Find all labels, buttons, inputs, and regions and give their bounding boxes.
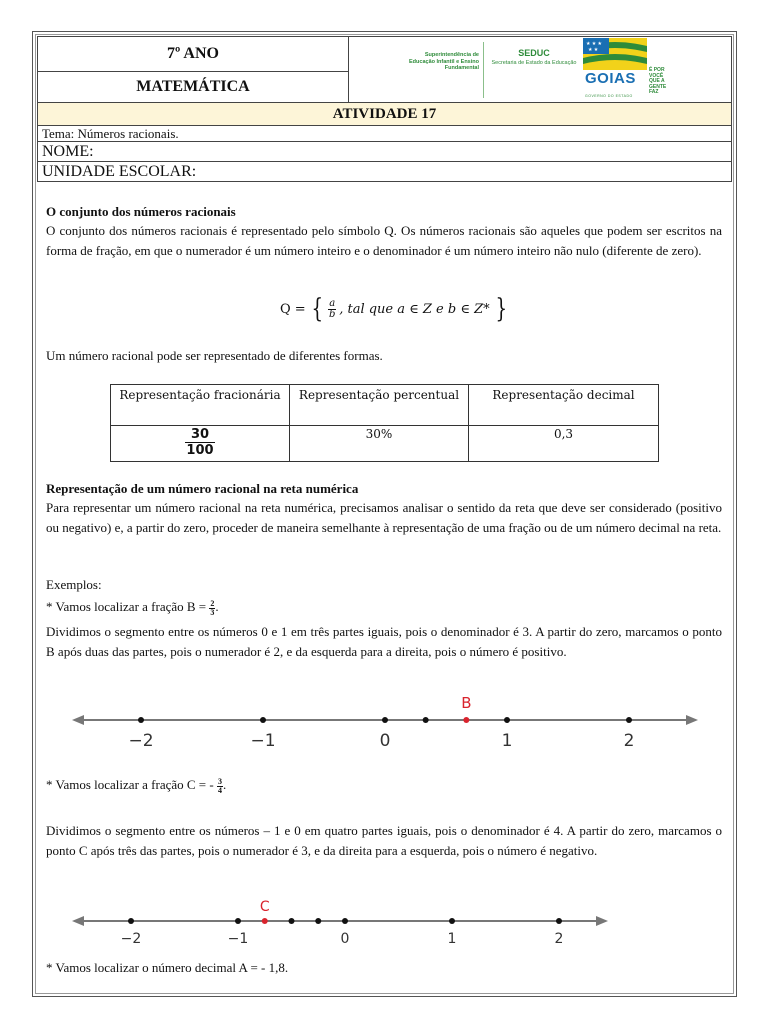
highlight-label: C	[259, 899, 270, 915]
examples-label: Exemplos:	[46, 577, 102, 592]
arrow-right-icon	[686, 715, 698, 725]
grade-cell: 7º ANO	[38, 37, 349, 72]
tick-label: −1	[250, 731, 276, 751]
arrow-right-icon	[596, 916, 608, 926]
name-field[interactable]: NOME:	[38, 142, 732, 162]
tick-point	[128, 918, 134, 924]
topic-row: Tema: Números racionais.	[38, 126, 732, 142]
tick-point	[235, 918, 241, 924]
section2-paragraph: Para representar um número racional na reta numérica, precisamos analisar o sentido da reta que deve ser considerado (positivo ou negativo) e, a partir do zero, proceder de maneira semelhante à representação de uma fração ou de um número decimal na reta.	[46, 500, 722, 535]
rational-set-formula	[280, 296, 509, 322]
tick-label: 2	[623, 731, 635, 751]
tick-label: −2	[120, 931, 142, 945]
tick-label: 0	[379, 731, 391, 751]
arrow-left-icon	[72, 715, 84, 725]
subject-cell: MATEMÁTICA	[38, 72, 349, 103]
tick-label: −2	[128, 731, 154, 751]
fraction-denominator: 100	[186, 443, 214, 458]
formula-denominator: b	[329, 308, 336, 320]
example1-text: Dividimos o segmento entre os números 0 e 1 em três partes iguais, pois o denominador é 3. A partir do zero, marcamos o ponto B após duas das partes, pois o numerador é 2, e da esquerda para a direita, pois o número é positivo.	[46, 624, 722, 659]
arrow-left-icon	[72, 916, 84, 926]
section1-heading: O conjunto dos números racionais	[46, 204, 236, 219]
tick-point	[382, 717, 388, 723]
ex1-den: 3	[210, 607, 215, 617]
right-brace: }	[495, 294, 507, 324]
tick-point	[626, 717, 632, 723]
tick-point	[260, 717, 266, 723]
representation-table	[110, 384, 659, 462]
cell-percent: 30%	[290, 426, 469, 462]
example3-text: * Vamos localizar o número decimal A = - 1,8.	[46, 960, 289, 975]
division-point	[289, 918, 295, 924]
example1-line: * Vamos localizar a fração B = $\frac{2}{3}$ .	[46, 598, 219, 617]
fraction-numerator: 30	[185, 427, 215, 443]
header-table	[37, 36, 732, 182]
logo-cell	[349, 37, 732, 103]
header-percent: Representação percentual	[290, 385, 469, 426]
seduc-goias-logo	[405, 38, 675, 102]
goias-logo	[581, 38, 671, 102]
goias-gov-text: GOVERNO DO ESTADO	[585, 94, 633, 98]
cell-fraction	[111, 426, 290, 462]
tick-label: 0	[340, 931, 350, 945]
ex2-den: 4	[217, 785, 222, 795]
header-fraction: Representação fracionária	[111, 385, 290, 426]
left-brace: {	[311, 294, 323, 324]
ex2-num: 3	[217, 776, 222, 786]
tick-point	[138, 717, 144, 723]
svg-text:★ ★ ★: ★ ★ ★	[586, 42, 602, 47]
division-point	[423, 717, 429, 723]
formula-rest: , tal que a ∈ Z e b ∈ Z*	[339, 301, 490, 317]
goias-slogan: É POR VOCÊ QUE A GENTE FAZ	[649, 67, 667, 95]
tick-point	[556, 918, 562, 924]
formula-lhs: Q =	[280, 301, 306, 317]
logo-divider	[483, 42, 484, 98]
tick-point	[342, 918, 348, 924]
formula-numerator: a	[329, 297, 336, 309]
highlight-point	[262, 918, 268, 924]
example2-fraction	[217, 778, 223, 795]
example2-prefix: * Vamos localizar a fração C = -	[46, 777, 214, 792]
table-intro: Um número racional pode ser representado de diferentes formas.	[46, 348, 383, 363]
tick-label: −1	[227, 931, 249, 945]
example1-fraction	[209, 600, 215, 617]
tick-point	[449, 918, 455, 924]
tick-label: 2	[554, 931, 564, 945]
highlight-point	[463, 717, 469, 723]
formula-fraction	[328, 299, 336, 320]
highlight-label: B	[461, 694, 472, 712]
section1-paragraph: O conjunto dos números racionais é representado pelo símbolo Q. Os números racionais são aqueles que podem ser escritos na forma de fração, em que o numerador é um número inteiro e o denominador é um número inteiro não nulo (diferente de zero).	[46, 223, 722, 258]
number-line-c	[70, 893, 610, 945]
header-decimal: Representação decimal	[469, 385, 659, 426]
cell-decimal: 0,3	[469, 426, 659, 462]
tick-label: 1	[447, 931, 457, 945]
seduc-subtitle: Secretaria de Estado da Educação	[491, 60, 577, 66]
activity-title: ATIVIDADE 17	[38, 103, 732, 126]
tick-point	[504, 717, 510, 723]
school-field[interactable]: UNIDADE ESCOLAR:	[38, 162, 732, 182]
number-line-b	[70, 690, 700, 752]
svg-text:★ ★: ★ ★	[588, 48, 599, 53]
example2-text: Dividimos o segmento entre os números – 1 e 0 em quatro partes iguais, pois o denominador é 4. A partir do zero, marcamos o ponto C após três das partes, pois o numerador é 3, e da direita para a esquerda, pois o número é negativo.	[46, 823, 722, 858]
goias-name: GOIAS	[585, 70, 636, 87]
ex1-num: 2	[210, 598, 215, 608]
section2-heading: Representação de um número racional na reta numérica	[46, 481, 359, 496]
example2-line: * Vamos localizar a fração C = - $\frac{3}{4}$ .	[46, 776, 227, 795]
tick-label: 1	[501, 731, 513, 751]
seduc-superintendence-text: Superintendência de Educação Infantil e Ensino Fundamental	[409, 52, 479, 71]
seduc-title: SEDUC	[518, 48, 550, 58]
example1-prefix: * Vamos localizar a fração B =	[46, 599, 207, 614]
division-point	[315, 918, 321, 924]
